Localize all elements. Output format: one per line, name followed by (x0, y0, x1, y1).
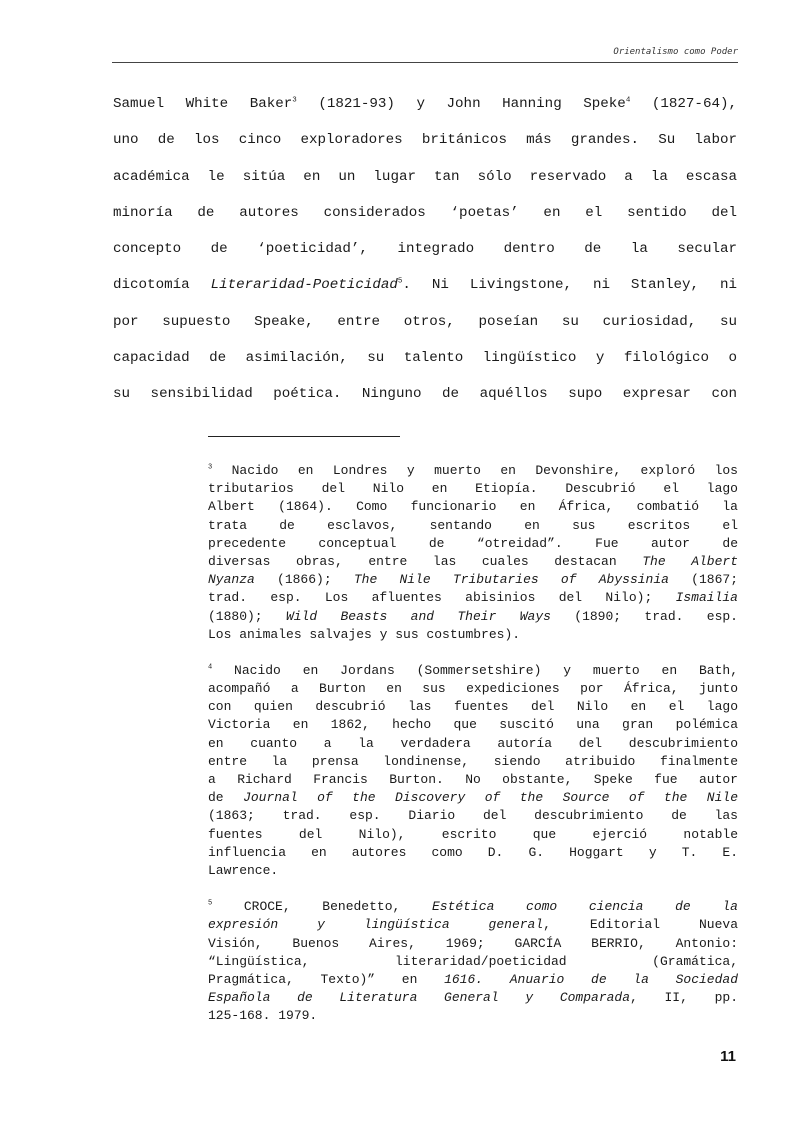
main-paragraph (113, 92, 737, 419)
body-line: minoría de autores considerados ‘poetas’ en el sentido del (113, 204, 737, 221)
body-line: académica le sitúa en un lugar tan sólo reservado a la escasa (113, 168, 737, 185)
footnotes (208, 462, 738, 1043)
body-line: por supuesto Speake, entre otros, poseían su curiosidad, su (113, 313, 737, 330)
body-line: capacidad de asimilación, su talento lingüístico y filológico o (113, 350, 737, 367)
body-line: uno de los cinco exploradores británicos más grandes. Su labor (113, 132, 737, 149)
footnote-5: $^5$ CROCE, Benedetto, Estética como ciencia de la expresión y lingüística general, Editorial Nueva Visión, Buenos Aires, 1969; GARCÍA BERRIO, Antonio: “Lingüística, literaridad/poeticidad (Gramática, Pragmática, Texto)” en 1616. Anuario de la Sociedad Española de Literatura General y Comparada, II, pp. 125-168. 1979. (208, 899, 738, 1024)
body-line: Samuel White Baker$^3$ (1821-93) y John Hanning Speke$^4$ (1827-64), (113, 96, 737, 112)
page-number: 11 (720, 1048, 736, 1065)
footnote-ref-4[interactable]: 4 (625, 96, 631, 105)
footnote-4: $^4$ Nacido en Jordans (Sommersetshire) y muerto en Bath, acompañó a Burton en sus expediciones por África, junto con quien descubrió las fuentes del Nilo en el lago Victoria en 1862, hecho que suscitó una gran polémica en cuanto a la verdadera autoría del descubrimiento entre la prensa londinense, siendo atribuido finalmente a Richard Francis Burton. No obstante, Speke fue autor de Journal of the Discovery of the Source of the Nile (1863; trad. esp. Diario del descubrimiento de las fuentes del Nilo), escrito que ejerció notable influencia en autores como D. G. Hoggart y T. E. Lawrence. (208, 662, 738, 878)
footnote-3: $^3$ Nacido en Londres y muerto en Devonshire, exploró los tributarios del Nilo en Etiopía. Descubrió el lago Albert (1864). Como funcionario en África, combatió la trata de esclavos, sentando en sus escritos el precedente conceptual de “otreidad”. Fue autor de diversas obras, entre las cuales destacan The Albert Nyanza (1866); The Nile Tributaries of Abyssinia (1867; trad. esp. Los afluentes abisinios del Nilo); Ismailia (1880); Wild Beasts and Their Ways (1890; trad. esp. Los animales salvajes y sus costumbres). (208, 463, 738, 642)
footnote-separator (208, 436, 400, 437)
body-line: dicotomía Literaridad-Poeticidad$^5$. Ni Livingstone, ni Stanley, ni (113, 277, 737, 294)
body-line: su sensibilidad poética. Ninguno de aquéllos supo expresar con (113, 386, 737, 403)
running-header: Orientalismo como Poder (613, 47, 738, 57)
footnote-ref-5[interactable]: 5 (397, 277, 403, 286)
body-line: concepto de ‘poeticidad’, integrado dentro de la secular (113, 241, 737, 258)
header-rule (112, 62, 738, 63)
footnote-ref-3[interactable]: 3 (292, 96, 297, 105)
